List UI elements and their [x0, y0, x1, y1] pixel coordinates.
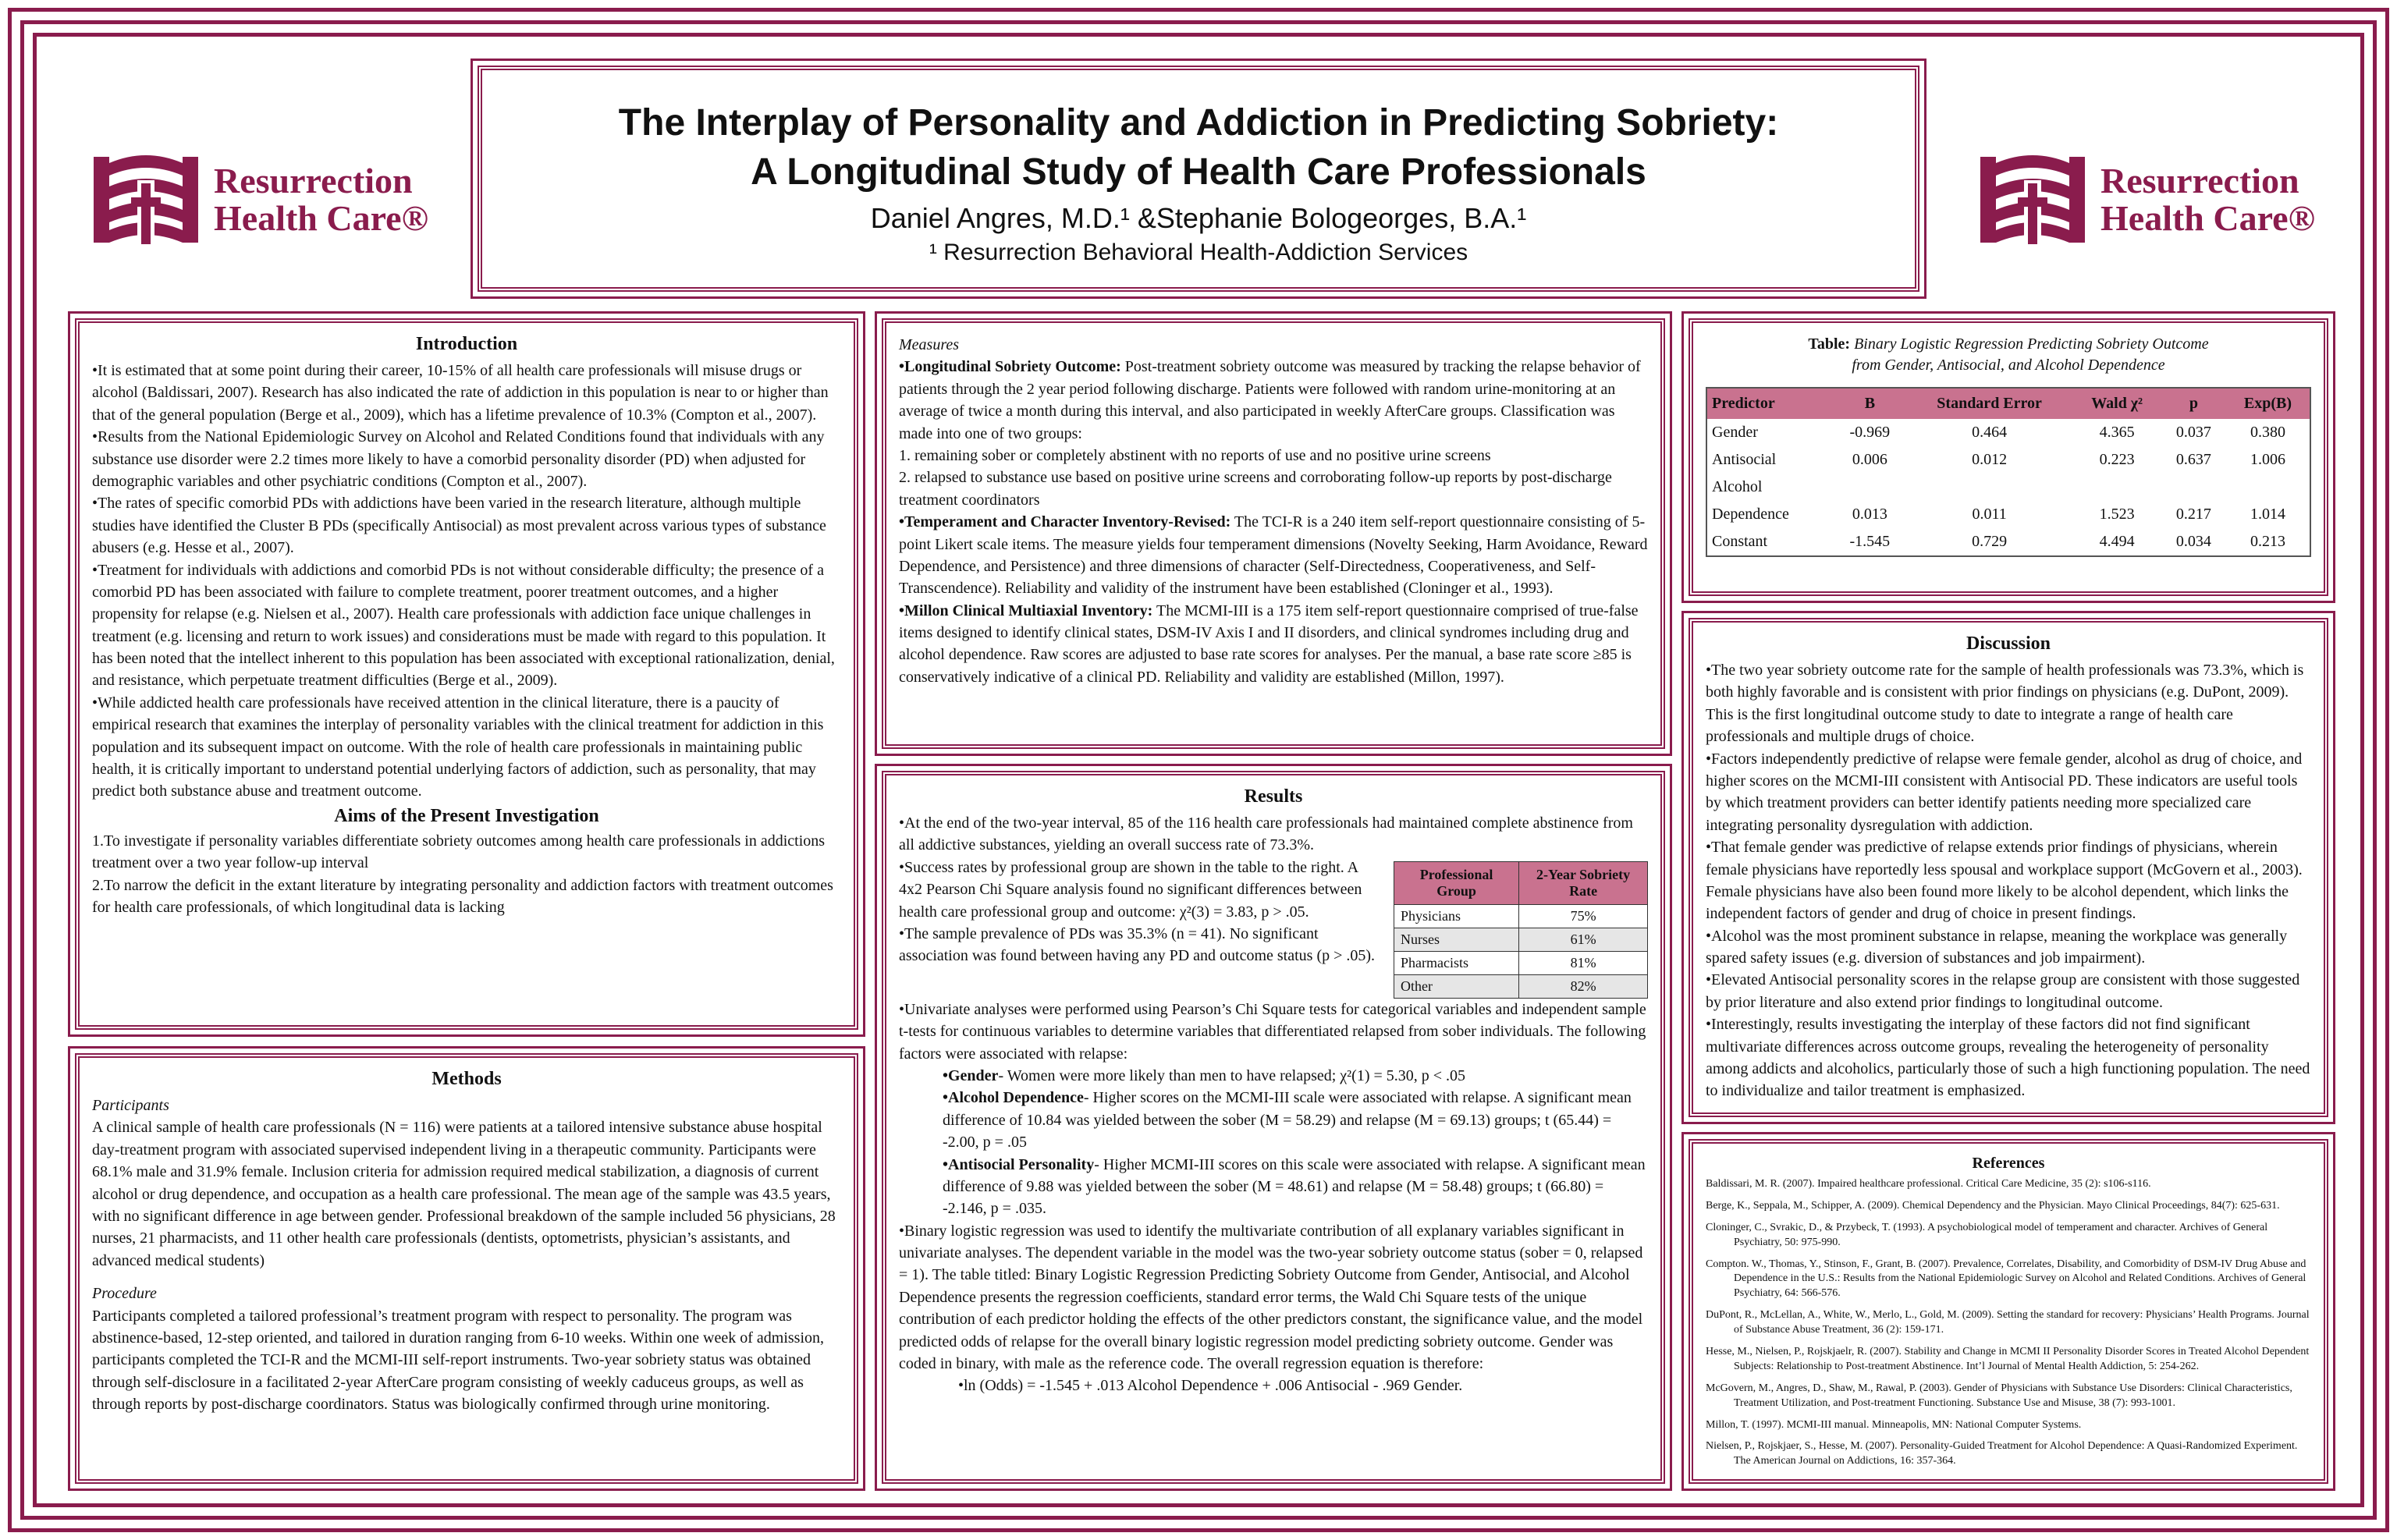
resurrection-logo-icon [1974, 149, 2091, 250]
col-b: B [1834, 388, 1906, 419]
group-rate: 75% [1519, 904, 1648, 928]
discussion-paragraph: •Factors independently predictive of relapse were female gender, alcohol as drug of choice, and higher scores on the MCMI-III consistent with Antisocial PD. These indicators are useful tools by which treatment providers can better identify patients needing more specialized care integrating personality dysregulation with addiction. [1706, 750, 2303, 834]
discussion-paragraph: •The two year sobriety outcome rate for the sample of health professionals was 73.3%, which is both highly favorable and is consistent with prior findings on physicians (e.g. DuPont, 2009). This is the first longitudinal outcome study to date to integrate a range of health care professionals and multiple drugs of choice. [1706, 662, 2304, 746]
cell: 4.494 [2099, 533, 2135, 550]
sobriety-outcome-title: •Longitudinal Sobriety Outcome: [899, 358, 1121, 376]
regression-equation: •ln (Odds) = -1.545 + .013 Alcohol Dependence + .006 Antisocial - .969 Gender. [958, 1377, 1463, 1395]
col-se: Standard Error [1906, 388, 2073, 419]
table-row [1706, 446, 2310, 474]
table-row [1706, 528, 2310, 556]
table-row [1394, 974, 1648, 998]
participants-label: Participants [92, 1097, 169, 1114]
reference-item: McGovern, M., Angres, D., Shaw, M., Rawal, P. (2003). Gender of Physicians with Substance Use Disorders: Clinical Characteristics, Treatment Utilization, and Post-treatment Functioning. Substance Use and Misuse, 38 (7): 993-1001. [1706, 1382, 2292, 1409]
cell: 1.006 [2250, 451, 2285, 468]
mcmi-text [899, 600, 1648, 689]
mcmi-body: The MCMI-III is a 175 item self-report questionnaire comprised of true-false items designed to identify clinical states, DSM-IV Axis I and II disorders, and clinical syndromes including drug and alcohol dependence. Raw scores are adjusted to base rate scores for analyses. Per the manual, a base rate score ≥85 is conservatively indicative of a clinical PD. Reliability and validity are established (Millon, 1997). [899, 601, 1639, 686]
methods-panel [75, 1053, 858, 1484]
cell: 0.012 [1972, 451, 2008, 468]
cell [2226, 474, 2310, 501]
cell: Constant [1712, 533, 1768, 550]
regression-caption-label: Table: [1808, 335, 1851, 353]
aim-item: 2.To narrow the deficit in the extant literature by integrating personality and addiction factors with treatment outcomes for health care professionals, of which longitudinal data is lacking [92, 876, 833, 916]
intro-paragraph: •It is estimated that at some point during their career, 10-15% of all health care professionals will misuse drugs or alcohol (Baldissari, 2007). Research has also indicated the rate of addiction in this population is near to or higher than that of the general population (Berge et al., 2009), which has a lifetime prevalence of 10.3% (Compton et al., 2007). [92, 362, 829, 424]
cell: 0.464 [1972, 424, 2008, 441]
logo-line2: Health Care® [2100, 198, 2315, 238]
authors: Daniel Angres, M.D.¹ &Stephanie Bologeorges, B.A.¹ [870, 201, 1527, 234]
reference-item: Compton. W., Thomas, Y., Stinson, F., Grant, B. (2007). Prevalence, Correlates, Disability, and Comorbidity of DSM-IV Drug Abuse and Dependence in the U.S.: Results from the National Epidemiologic Survey on Alcohol and Related Conditions. Archives of General Psychiatry, 64: 566-576. [1706, 1258, 2306, 1300]
tci-text [899, 511, 1648, 600]
regression-caption-title: Binary Logistic Regression Predicting Sobriety Outcome [1854, 335, 2209, 353]
logo-line1: Resurrection [2100, 160, 2299, 200]
reference-item: Millon, T. (1997). MCMI-III manual. Minneapolis, MN: National Computer Systems. [1706, 1418, 2082, 1431]
intro-paragraph: •Results from the National Epidemiologic Survey on Alcohol and Related Conditions found that individuals with any substance use disorder were 2.2 times more likely to have a comorbid personality disorder (PD) when adjusted for demographic variables and other psychiatric conditions (Compton et al., 2007). [92, 428, 825, 490]
affiliation: ¹ Resurrection Behavioral Health-Addiction Services [929, 239, 1468, 265]
logo-left [87, 145, 478, 254]
measures-label: Measures [899, 336, 960, 353]
cell: 0.380 [2250, 424, 2285, 441]
cell: 0.217 [2175, 506, 2211, 523]
methods-heading: Methods [431, 1069, 502, 1089]
group-table-wrap [1394, 857, 1648, 999]
table-row [1706, 474, 2310, 501]
cell: 0.213 [2250, 533, 2285, 550]
col-expb: Exp(B) [2226, 388, 2310, 419]
group-1: 1. remaining sober or completely abstinent with no reports of use and no positive urine screens [899, 446, 1491, 464]
group-table-col-rate: 2-Year Sobriety Rate [1519, 861, 1648, 904]
professional-group-table [1394, 861, 1648, 999]
group-table-header [1394, 861, 1648, 904]
group-name: Pharmacists [1394, 951, 1519, 974]
results-p2: •Success rates by professional group are shown in the table to the right. A 4x2 Pearson Chi Square analysis found no significant differences between health care professional group and outcome: χ²(3) = 3.83, p > .05. [899, 858, 1362, 921]
gender-body: - Women were more likely than men to have relapsed; χ²(1) = 5.30, p < .05 [998, 1066, 1466, 1084]
tci-title: •Temperament and Character Inventory-Revised: [899, 513, 1231, 531]
antisocial-body: - Higher MCMI-III scores on this scale were associated with relapse. A significant mean difference of 9.88 was yielded between the sober (M = 48.61) and relapse (M = 58.48) groups; t (66.80) = -2.146, p = .035. [943, 1155, 1646, 1218]
table-row [1394, 904, 1648, 928]
table-row [1706, 501, 2310, 528]
reference-item: Berge, K., Seppala, M., Schipper, A. (2009). Chemical Dependency and the Physician. Mayo Clinical Proceedings, 84(7): 625-631. [1706, 1199, 2280, 1212]
measures-panel [882, 318, 1665, 749]
logo-wordmark [214, 162, 428, 238]
logo-line1: Resurrection [214, 160, 413, 200]
cell [2072, 474, 2161, 501]
discussion-paragraph: •Alcohol was the most prominent substance in relapse, meaning the workplace was generally spared safety issues (e.g. diversion of substances and job impairment). [1706, 927, 2288, 967]
cell: Antisocial [1712, 451, 1777, 468]
cell: 0.006 [1852, 451, 1887, 468]
aim-item: 1.To investigate if personality variables differentiate sobriety outcomes among health care professionals in addictions treatment over a two year follow-up interval [92, 832, 826, 872]
results-heading: Results [1244, 786, 1303, 807]
discussion-paragraph: •Elevated Antisocial personality scores in the relapse group are consistent with those suggested by prior literature and also extend prior findings to longitudinal outcome. [1706, 971, 2300, 1011]
cell: 0.034 [2175, 533, 2211, 550]
discussion-heading: Discussion [1966, 633, 2051, 654]
table-row [1394, 951, 1648, 974]
group-name: Other [1394, 974, 1519, 998]
discussion-panel [1689, 618, 2328, 1117]
results-p5: •Binary logistic regression was used to identify the multivariate contribution of all explanary variables significant in univariate analyses. The dependent variable in the model was the two-year sobriety outcome status (sober = 0, relapsed = 1). The table titled: Binary Logistic Regression Predicting Sobriety Outcome from Gender, Antisocial, and Alcohol Dependence presents the regression coefficients, standard error terms, the Wald Chi Square tests of the unique contribution of each predictor holding the effects of the other predictors constant, the significance value, and the model predicted odds of relapse for the overall binary logistic regression model predicting sobriety outcome. Gender was coded in binary, with male as the reference code. The overall regression equation is therefore: [899, 1222, 1643, 1373]
col-p: p [2161, 388, 2226, 419]
cell: 1.523 [2099, 506, 2135, 523]
intro-paragraph: •The rates of specific comorbid PDs with addictions have been varied in the research literature, although multiple studies have identified the Cluster B PDs (specifically Antisocial) as most prevalent across various types of substance abusers (e.g. Hesse et al., 2007). [92, 495, 826, 557]
gender-title: •Gender [943, 1066, 999, 1084]
logo-right [1974, 145, 2364, 254]
resurrection-logo-icon [87, 149, 204, 250]
cell: 4.365 [2099, 424, 2135, 441]
results-p4: •Univariate analyses were performed using Pearson’s Chi Square tests for categorical variables and independent sample t-tests for continuous variables to determine variables that differentiated relapsed from sober individuals. The following factors were associated with relapse: [899, 1000, 1646, 1063]
group-table-col-group: Professional Group [1394, 861, 1519, 904]
logo-wordmark [2100, 162, 2315, 238]
cell: Alcohol [1712, 478, 1763, 495]
table-row [1394, 928, 1648, 951]
reference-item: DuPont, R., McLellan, A., White, W., Merlo, L., Gold, M. (2009). Setting the standard for recovery: Physicians’ Health Programs. Journal of Substance Abuse Treatment, 36 (2): 159-171. [1706, 1309, 2310, 1336]
col-wald: Wald χ² [2072, 388, 2161, 419]
results-left-text [899, 857, 1383, 999]
table-row [1706, 419, 2310, 446]
results-p3: •The sample prevalence of PDs was 35.3% (n = 41). No significant association was found between having any PD and outcome status (p > .05). [899, 924, 1376, 965]
cell: 0.037 [2175, 424, 2211, 441]
regression-table-panel [1689, 318, 2328, 596]
col-predictor: Predictor [1706, 388, 1834, 419]
cell: 1.014 [2250, 506, 2285, 523]
introduction-panel [75, 318, 858, 1030]
reference-item: Cloninger, C., Svrakic, D., & Przybeck, T. (1993). A psychobiological model of temperament and character. Archives of General Psychiatry, 50: 975-990. [1706, 1221, 2268, 1248]
logo-line2: Health Care® [214, 198, 428, 238]
procedure-label: Procedure [92, 1285, 157, 1303]
intro-paragraph: •While addicted health care professionals have received attention in the clinical literature, there is a paucity of empirical research that examines the interplay of personality variables with the clinical treatment for addiction in this population and its subsequent impact on outcome. With the role of health care professionals in maintaining public health, it is critically important to understand potential underlying factors of addiction, such as personality, that may predict both substance abuse and treatment outcome. [92, 694, 824, 800]
reference-item: Nielsen, P., Rojskjaer, S., Hesse, M. (2007). Personality-Guided Treatment for Alcohol Dependence: A Quasi-Randomized Experiment. The American Journal on Addictions, 16: 357-364. [1706, 1440, 2298, 1467]
aims-heading: Aims of the Present Investigation [334, 805, 599, 826]
results-panel [882, 771, 1665, 1484]
introduction-heading: Introduction [415, 334, 518, 354]
group-name: Physicians [1394, 904, 1519, 928]
cell: Gender [1712, 424, 1758, 441]
references-panel [1689, 1139, 2328, 1484]
regression-caption [1706, 334, 2311, 376]
cell: 0.637 [2175, 451, 2211, 468]
poster-title-line1: The Interplay of Personality and Addiction in Predicting Sobriety: [618, 102, 1779, 144]
poster-title-line2: A Longitudinal Study of Health Care Professionals [751, 151, 1646, 193]
group-name: Nurses [1394, 928, 1519, 951]
tci-body: The TCI-R is a 240 item self-report questionnaire consisting of 5-point Likert scale items. The measure yields four temperament dimensions (Novelty Seeking, Harm Avoidance, Reward Dependence, and Persistence) and three dimensions of character (Self-Directedness, Cooperativeness, and Self-Transcendence). Reliability and validity of the instrument have been established (Cloninger et al., 1993). [899, 513, 1648, 598]
alcohol-title: •Alcohol Dependence [943, 1089, 1084, 1107]
cell [1834, 474, 1906, 501]
group-2: 2. relapsed to substance use based on positive urine screens and corroborating follow-up reports by post-discharge treatment coordinators [899, 469, 1612, 509]
cell [2161, 474, 2226, 501]
sobriety-outcome-body: Post-treatment sobriety outcome was measured by tracking the relapse behavior of patients through the 2 year period following discharge. Patients were followed with random urine-monitoring at an average of twice a month during this interval, and also participated in weekly AfterCare groups. Classification was made into one of two groups: [899, 358, 1641, 442]
sobriety-outcome-text [899, 356, 1648, 445]
group-rate: 61% [1519, 928, 1648, 951]
cell: 0.729 [1972, 533, 2008, 550]
cell [1906, 474, 2073, 501]
results-p1: •At the end of the two-year interval, 85 of the 116 health care professionals had maintained complete abstinence from all addictive substances, yielding an overall success rate of 73.3%. [899, 814, 1633, 854]
cell: Dependence [1712, 506, 1789, 523]
reference-item: Baldissari, M. R. (2007). Impaired healthcare professional. Critical Care Medicine, 35 (2): s106-s116. [1706, 1178, 2151, 1190]
regression-header-row [1706, 388, 2310, 419]
regression-caption-subtitle: from Gender, Antisocial, and Alcohol Dependence [1852, 357, 2165, 374]
title-block [478, 66, 1919, 292]
reference-item: Hesse, M., Nielsen, P., Rojskjaelr, R. (2007). Stability and Change in MCMI II Personality Disorder Scores in Treated Alcohol Dependent Subjects: Relationship to Post-treatment Abstinence. Int’l Journal of Mental Health Addiction, 5: 254-262. [1706, 1346, 2310, 1372]
discussion-paragraph: •Interestingly, results investigating the interplay of these factors did not find significant multivariate differences across outcome groups, revealing the heterogeneity of personality among addicts and alcoholics, particularly those of such a high functioning population. The need to individualize and tailor treatment is emphasized. [1706, 1016, 2310, 1100]
discussion-paragraph: •That female gender was predictive of relapse extends prior findings of physicians, wherein female physicians have reportedly less spousal and workplace support (McGovern et al., 2003). Female physicians have also been found more likely to be alcohol dependent, which links the independent factors of gender and drug of choice in present findings. [1706, 839, 2303, 923]
participants-text: A clinical sample of health care professionals (N = 116) were patients at a tailored intensive substance abuse hospital day-treatment program with associated supervised independent living in a therapeutic community. Participants were 68.1% male and 31.9% female. Inclusion criteria for admission required medical stabilization, a diagnosis of current alcohol or drug dependence, and occupation as a health care professional. The mean age of the sample was 43.5 years, with no significant difference in age between gender. Professional breakdown of the sample included 56 physicians, 28 nurses, 21 pharmacists, and 11 other health care professionals (dentists, optometrists, physician’s assistants, and advanced medical students) [92, 1119, 836, 1269]
group-rate: 81% [1519, 951, 1648, 974]
cell: 0.011 [1972, 506, 2007, 523]
mcmi-title: •Millon Clinical Multiaxial Inventory: [899, 601, 1153, 619]
gender-finding [899, 1065, 1648, 1087]
intro-paragraph: •Treatment for individuals with addictions and comorbid PDs is not without considerable difficulty; the presence of a comorbid PD has been associated with failure to complete treatment, poorer treatment outcomes, and a higher propensity for relapse (e.g. Nielsen et al., 2007). Health care professionals with addiction face unique challenges in treatment (e.g. licensing and return to work issues) and considerations must be made with regard to this population. It has been noted that the intellect inherent to this population has been associated with exceptional rationalization, denial, and resistance, which perpetuate treatment difficulties (Berge et al., 2009). [92, 561, 835, 690]
cell: 0.223 [2099, 451, 2135, 468]
cell: -1.545 [1849, 533, 1891, 550]
procedure-text: Participants completed a tailored professional’s treatment program with respect to personality. The program was abstinence-based, 12-step oriented, and tailored in duration ranging from 6-10 weeks. Within one week of admission, participants completed the TCI-R and the MCMI-III self-report instruments. Two-year sobriety status was obtained through self-disclosure in a facilitated 2-year AfterCare program consisting of weekly caduceus groups, as well as through reports by post-discharge coordinators. Status was biologically confirmed through urine monitoring. [92, 1307, 825, 1414]
antisocial-title: •Antisocial Personality [943, 1155, 1095, 1173]
cell: -0.969 [1849, 424, 1891, 441]
alcohol-finding [899, 1087, 1648, 1153]
group-rate: 82% [1519, 974, 1648, 998]
references-heading: References [1972, 1155, 2045, 1172]
antisocial-finding [899, 1154, 1648, 1220]
regression-table [1706, 387, 2311, 557]
alcohol-body: - Higher scores on the MCMI-III scale were associated with relapse. A significant mean difference of 10.84 was yielded between the sober (M = 58.29) and relapse (M = 69.13) groups; t (65.44) = -2.00, p = .05 [943, 1089, 1632, 1151]
results-table-row [899, 857, 1648, 999]
cell: 0.013 [1852, 506, 1887, 523]
